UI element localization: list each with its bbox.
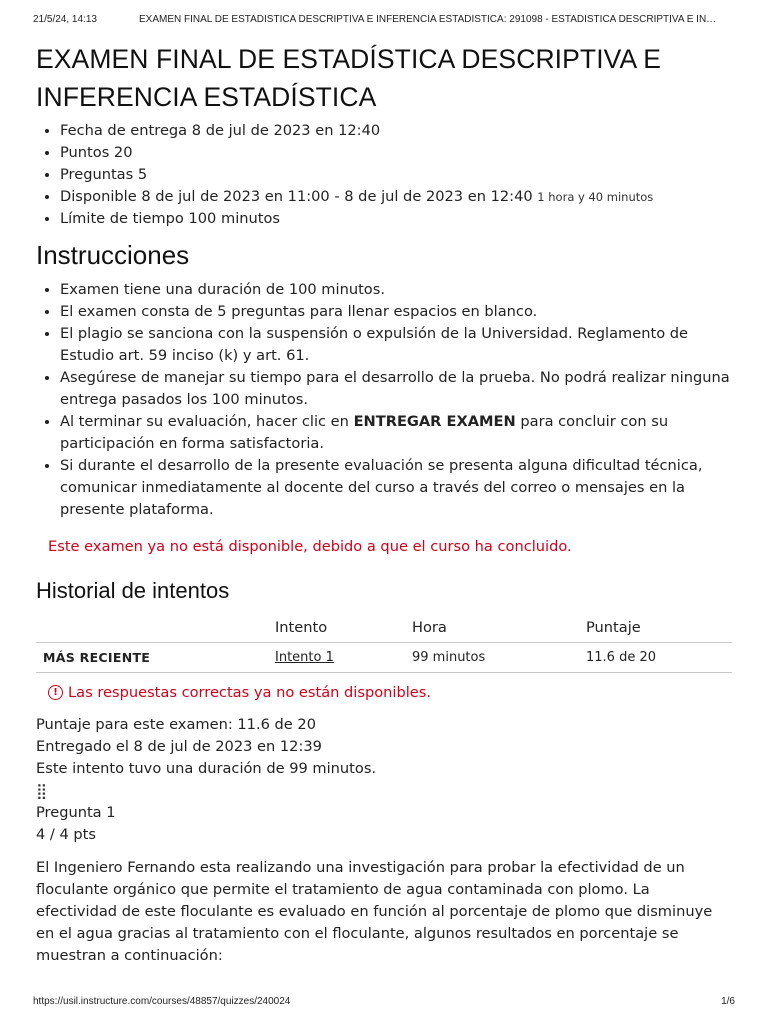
- question-title: Pregunta 1: [36, 803, 116, 821]
- print-date: 21/5/24, 14:13: [33, 14, 97, 25]
- table-header-row: [36, 614, 732, 642]
- attempt-link[interactable]: Intento 1: [275, 649, 334, 665]
- column-header: Hora: [412, 614, 586, 642]
- instruction-text: para concluir con su participación en forma satisfactoria.: [60, 413, 669, 452]
- instructions-list: [36, 279, 736, 521]
- print-header: [33, 14, 735, 28]
- score-cell: 11.6 de 20: [586, 642, 732, 672]
- history-heading: Historial de intentos: [36, 578, 230, 603]
- availability-range: Disponible 8 de jul de 2023 en 11:00 - 8 de jul de 2023 en 12:40: [60, 188, 533, 205]
- question-points: 4 / 4 pts: [36, 825, 96, 843]
- print-url: https://usil.instructure.com/courses/48857/quizzes/240024: [33, 996, 291, 1007]
- column-header: Puntaje: [586, 614, 732, 642]
- attempt-cell: [275, 642, 412, 672]
- instructions-heading: Instrucciones: [36, 240, 190, 270]
- drag-handle-icon[interactable]: ⣿: [36, 781, 47, 800]
- instruction-item: • Examen tiene una duración de 100 minutos.: [60, 279, 736, 301]
- instruction-item: • El plagio se sanciona con la suspensión o expulsión de la Universidad. Reglamento de Estudio art. 59 inciso (k) y art. 61.: [60, 323, 736, 367]
- points: • Puntos 20: [60, 142, 736, 164]
- print-footer: [33, 996, 735, 1010]
- table-row: [36, 642, 732, 672]
- time-limit: • Límite de tiempo 100 minutos: [60, 208, 736, 230]
- attempt-summary: [36, 714, 736, 846]
- warning-icon: !: [48, 685, 63, 700]
- submitted-date: Entregado el 8 de jul de 2023 en 12:39: [36, 737, 322, 755]
- question-text: El Ingeniero Fernando esta realizando una investigación para probar la efectividad de un floculante orgánico que permite el tratamiento de agua contaminada con plomo. La efectividad de este floculante es evaluado en función al porcentaje de plomo que disminuye en el agua gracias al tratamiento con el floculante, algunos resultados en porcentaje se muestran a continuación:: [36, 858, 713, 964]
- instruction-item: • El examen consta de 5 preguntas para llenar espacios en blanco.: [60, 301, 736, 323]
- instruction-text: Al terminar su evaluación, hacer clic en: [60, 413, 354, 430]
- submit-exam-emphasis: ENTREGAR EXAMEN: [353, 413, 516, 430]
- answers-notice-text: Las respuestas correctas ya no están disponibles.: [68, 683, 431, 701]
- page-number: 1/6: [721, 996, 735, 1007]
- attempt-duration: Este intento tuvo una duración de 99 minutos.: [36, 759, 377, 777]
- latest-label: MÁS RECIENTE: [36, 642, 275, 672]
- instruction-item: • Asegúrese de manejar su tiempo para el desarrollo de la prueba. No podrá realizar ninguna entrega pasados los 100 minutos.: [60, 367, 736, 411]
- exam-score: Puntaje para este examen: 11.6 de 20: [36, 715, 316, 733]
- due-date: • Fecha de entrega 8 de jul de 2023 en 12:40: [60, 120, 736, 142]
- question-count: • Preguntas 5: [60, 164, 736, 186]
- instruction-item: • Si durante el desarrollo de la presente evaluación se presenta alguna dificultad técnica, comunicar inmediatamente al docente del curso a través del correo o mensajes en la presente plataforma.: [60, 455, 736, 521]
- column-header: Intento: [275, 614, 412, 642]
- attempts-table: [36, 614, 732, 673]
- unavailable-notice: Este examen ya no está disponible, debido a que el curso ha concluido.: [48, 538, 572, 555]
- instruction-item: [60, 411, 736, 455]
- quiz-content: [36, 40, 736, 967]
- time-cell: 99 minutos: [412, 642, 586, 672]
- availability-duration: 1 hora y 40 minutos: [537, 190, 654, 204]
- page-title: EXAMEN FINAL DE ESTADÍSTICA DESCRIPTIVA E INFERENCIA ESTADÍSTICA: [36, 44, 662, 112]
- answers-notice: [48, 682, 736, 704]
- availability: [60, 186, 736, 208]
- quiz-details: [36, 120, 736, 230]
- column-header: [36, 614, 275, 642]
- print-page-title: EXAMEN FINAL DE ESTADÍSTICA DESCRIPTIVA E INFERENCIA ESTADÍSTICA: 291098 - ESTADÍSTICA DESCRIPTIVA E IN…: [139, 14, 717, 25]
